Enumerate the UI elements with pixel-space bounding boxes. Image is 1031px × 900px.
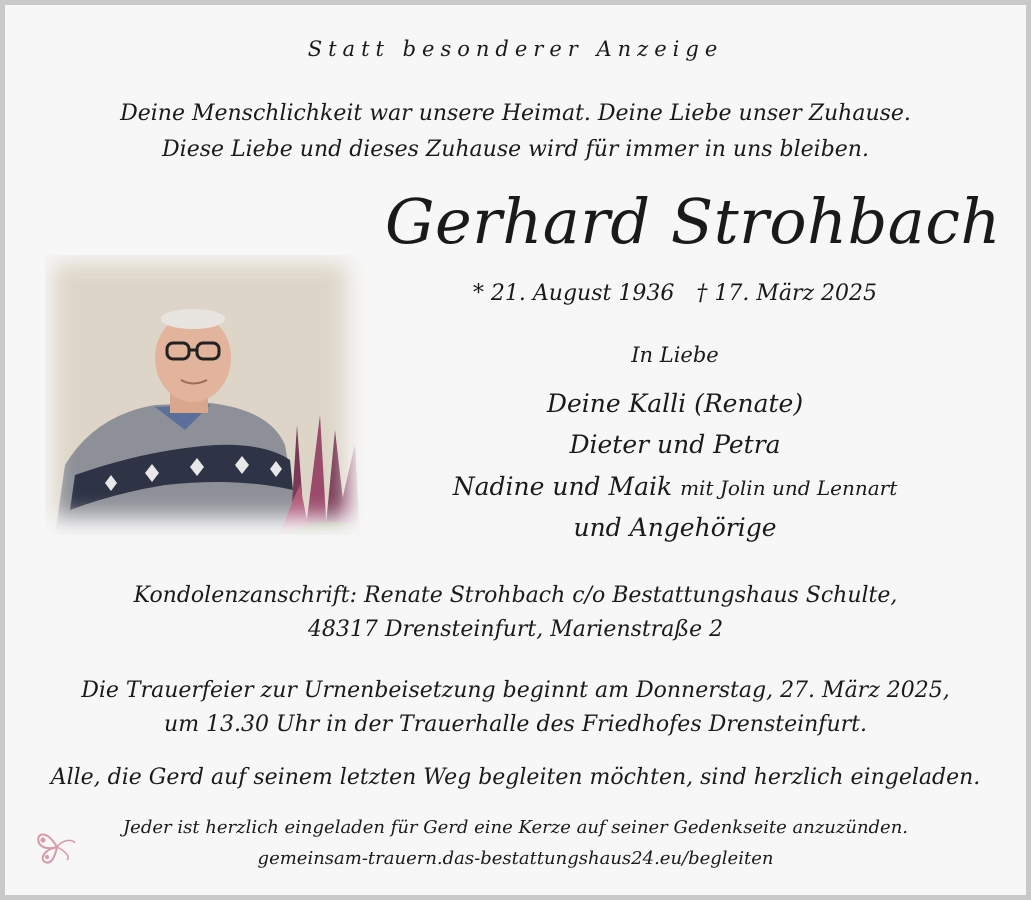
mourner-line-4: und Angehörige [573, 513, 777, 542]
death-date: † 17. März 2025 [696, 281, 878, 306]
mourner-line-3 [365, 472, 985, 501]
mourner-line-1: Deine Kalli (Renate) [546, 389, 804, 418]
deceased-name: Gerhard Strohbach [385, 185, 1001, 258]
mourner-line-2: Dieter und Petra [569, 430, 781, 459]
mourners-intro: In Liebe [631, 343, 719, 367]
funeral-info-line-1: Die Trauerfeier zur Urnenbeisetzung beginnt am Donnerstag, 27. März 2025, [81, 678, 950, 703]
memorial-page-url[interactable]: gemeinsam-trauern.das-bestattungshaus24.eu/begleiten [257, 848, 774, 869]
mourner-line-3-small: mit Jolin und Lennart [680, 476, 898, 500]
obituary-card [5, 5, 1026, 895]
birth-date: * 21. August 1936 [472, 281, 675, 306]
portrait-photo [35, 245, 365, 535]
motto-line-1: Deine Menschlichkeit war unsere Heimat. Deine Liebe unser Zuhause. [120, 101, 911, 126]
invitation-text: Alle, die Gerd auf seinem letzten Weg begleiten möchten, sind herzlich eingeladen. [50, 765, 981, 790]
condolence-address-line-1: Kondolenzanschrift: Renate Strohbach c/o Bestattungshaus Schulte, [133, 583, 898, 608]
memorial-page-text: Jeder ist herzlich eingeladen für Gerd eine Kerze auf seiner Gedenkseite anzuzünden. [122, 817, 909, 838]
motto-line-2: Diese Liebe und dieses Zuhause wird für immer in uns bleiben. [162, 137, 869, 162]
notice-header: Statt besonderer Anzeige [307, 37, 724, 61]
funeral-info-line-2: um 13.30 Uhr in der Trauerhalle des Friedhofes Drensteinfurt. [164, 712, 867, 737]
life-dates [385, 281, 965, 306]
condolence-address-line-2: 48317 Drensteinfurt, Marienstraße 2 [307, 617, 724, 642]
mourner-line-3-main: Nadine und Maik [452, 472, 673, 501]
